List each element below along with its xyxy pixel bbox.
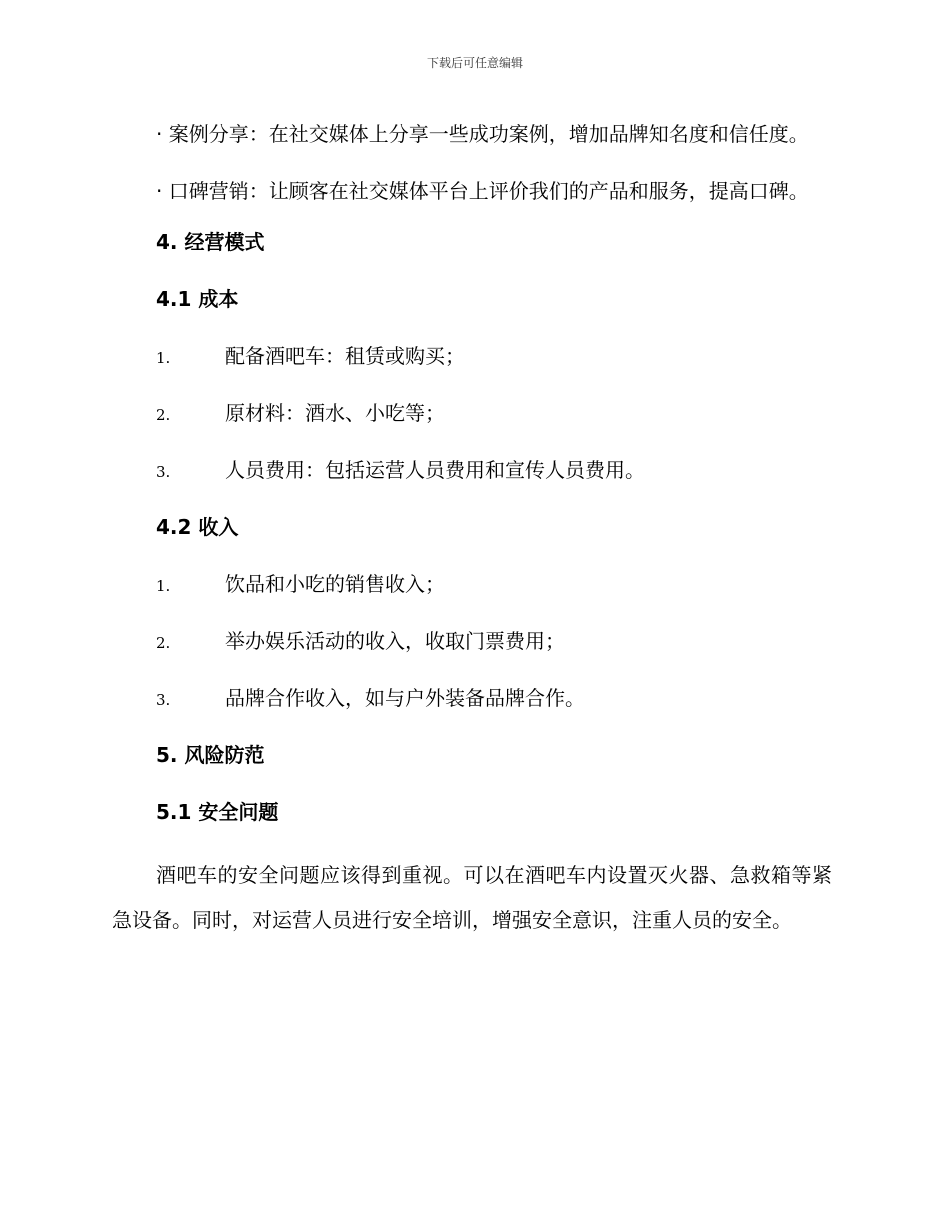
section-4-title: 4. 经营模式 <box>156 230 265 254</box>
list-number: 3. <box>156 463 171 481</box>
list-text: 举办娱乐活动的收入，收取门票费用； <box>225 629 565 653</box>
list-number: 1. <box>156 349 171 367</box>
list-text: 饮品和小吃的销售收入； <box>225 572 445 596</box>
list-number: 2. <box>156 634 171 652</box>
cost-item-3 <box>156 454 832 486</box>
list-text: 人员费用：包括运营人员费用和宣传人员费用。 <box>225 458 645 482</box>
cost-item-1 <box>156 340 832 372</box>
list-number: 3. <box>156 691 171 709</box>
income-item-2 <box>156 625 832 657</box>
income-item-3 <box>156 682 832 714</box>
bullet-word-of-mouth: · 口碑营销：让顾客在社交媒体平台上评价我们的产品和服务，提高口碑。 <box>156 179 809 203</box>
list-text: 品牌合作收入，如与户外装备品牌合作。 <box>225 686 585 710</box>
income-item-1 <box>156 568 832 600</box>
header-note: 下载后可任意编辑 <box>426 56 523 70</box>
list-text: 配备酒吧车：租赁或购买； <box>225 344 465 368</box>
document-body <box>112 112 832 955</box>
list-text: 原材料：酒水、小吃等； <box>225 401 445 425</box>
safety-paragraph: 酒吧车的安全问题应该得到重视。可以在酒吧车内设置灭火器、急救箱等紧急设备。同时，对运营人员进行安全培训，增强安全意识，注重人员的安全。 <box>112 863 832 932</box>
bullet-case-sharing: · 案例分享：在社交媒体上分享一些成功案例，增加品牌知名度和信任度。 <box>156 122 809 146</box>
list-number: 2. <box>156 406 171 424</box>
section-5-1-title: 5.1 安全问题 <box>156 800 279 824</box>
list-number: 1. <box>156 577 171 595</box>
section-4-1-title: 4.1 成本 <box>156 287 239 311</box>
section-5-title: 5. 风险防范 <box>156 743 265 767</box>
cost-item-2 <box>156 397 832 429</box>
section-4-2-title: 4.2 收入 <box>156 515 239 539</box>
